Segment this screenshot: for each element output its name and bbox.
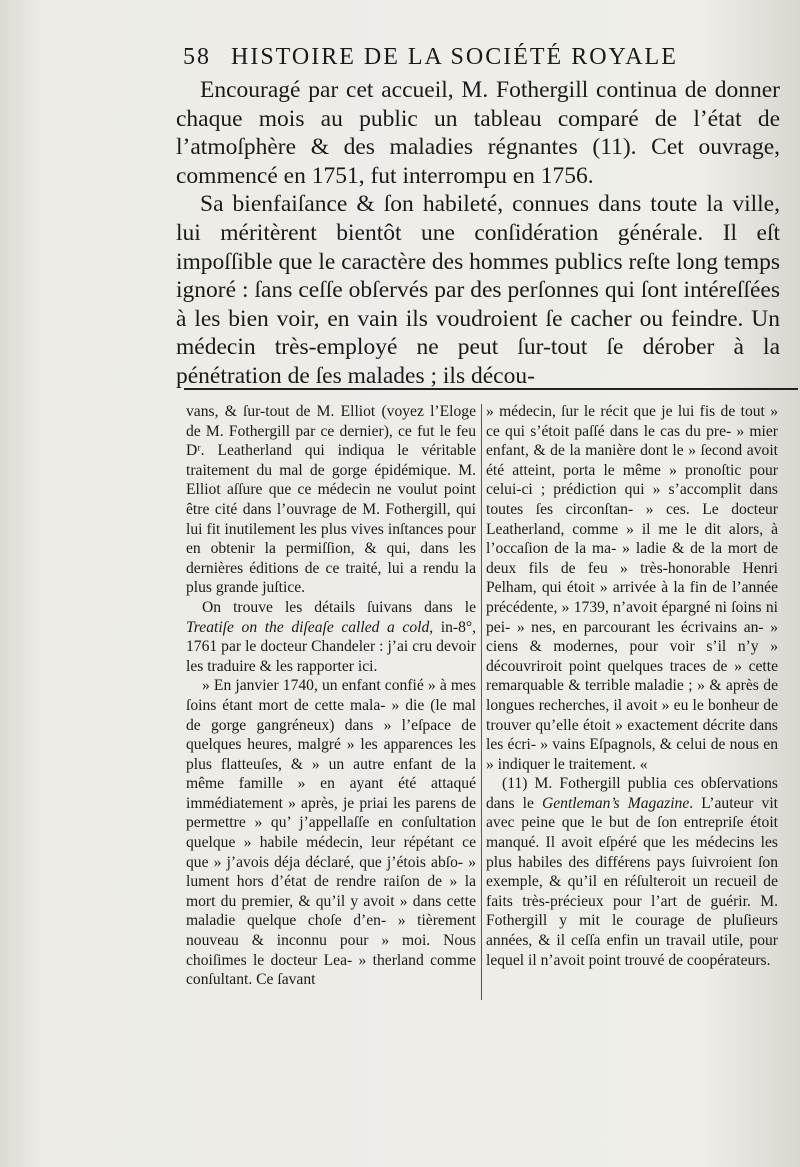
main-text xyxy=(176,76,780,391)
footnote-column-right xyxy=(486,402,778,970)
running-header xyxy=(183,44,783,71)
treatise-title: Treatiſe on the diſeaſe called a cold xyxy=(186,618,430,636)
page-number: 58 xyxy=(183,44,211,70)
footnote-rule xyxy=(184,388,798,390)
footnote-left-quotation: » En janvier 1740, un enfant confié » à mes ſoins étant mort de cette mala- » die (le mal de gorge gangréneux) dans » l’eſpace de quelques heures, malgré » les apparences les plus flatteuſes, & » un autre enfant de la même famille » en ayant été attaqué immédiatement » après, je priai les parens de permettre » qu’ j’appellaſſe en conſultation quelque » habile médecin, leur répétant ce que » j’avois déja déclaré, que j’étois abſo- » lument hors d’état de rendre raiſon de » la mort du premier, & qu’il y avoit » dans cette maladie quelque choſe d’en- » tièrement nouveau & inconnu pour » moi. Nous choiſimes le docteur Lea- » therland comme conſultant. Ce ſavant xyxy=(186,677,476,989)
footnote-left-paragraph-2: On trouve les détails ſuivans dans le Treatiſe on the diſeaſe called a cold, in-8°, 1761 par le docteur Chandeler : j’ai cru devoir les traduire & les rapporter ici. xyxy=(186,598,476,675)
column-divider xyxy=(481,404,482,1000)
footnote-11: (11) M. Fothergill publia ces obſervations dans le Gentleman’s Magazine. L’auteur vit avec peine que le but de ſon entrepriſe étoit manqué. Il avoit eſpéré que les médecins les plus habiles des différens pays ſuivroient ſon exemple, & qu’il en réſulteroit un recueil de faits très-précieux pour l’art de guérir. M. Fothergill y mit le courage de pluſieurs années, & il ceſſa enfin un travail utile, pour lequel il n’avoit point trouvé de coopérateurs. xyxy=(486,775,778,969)
main-paragraph-1: Encouragé par cet accueil, M. Fothergill continua de donner chaque mois au public un tableau comparé de l’état de l’atmoſphère & des maladies régnantes (11). Cet ouvrage, commencé en 1751, fut interrompu en 1756. xyxy=(176,77,780,189)
magazine-title: Gentleman’s Magazine xyxy=(542,794,690,812)
running-title: HISTOIRE DE LA SOCIÉTÉ ROYALE xyxy=(231,44,678,70)
main-paragraph-2: Sa bienfaiſance & ſon habileté, connues dans toute la ville, lui méritèrent bientôt une conſidération générale. Il eſt impoſſible que le caractère des hommes publics reſte long temps ignoré : ſans ceſſe obſervés par des perſonnes qui ſont intéreſſées à les bien voir, en vain ils voudroient ſe cacher ou feindre. Un médecin très-employé ne peut ſur-tout ſe dérober à la pénétration de ſes malades ; ils décou- xyxy=(176,191,780,389)
footnote-column-left xyxy=(186,402,476,990)
footnote-right-quotation: » médecin, ſur le récit que je lui fis de tout » ce qui s’étoit paſſé dans le cas du pre- » mier enfant, & de la manière dont le » ſecond avoit été atteint, porta le même » pronoſtic pour celui-ci ; prédiction qui » s’accomplit dans toutes ſes circonſtan- » ces. Le docteur Leatherland, comme » il me le dit alors, à l’occaſion de la ma- » ladie & de la mort de deux fils de feu » très-honorable Henri Pelham, qui étoit » arrivée à la fin de l’année précédente, » 1739, n’avoit épargné ni ſoins ni pei- » nes, en parcourant les écrivains an- » ciens & modernes, pour voir s’il n’y » découvriroit point quelques traces de » cette remarquable & terrible maladie ; » & après de longues recherches, il avoit » eu le bonheur de trouver qu’elle étoit » exactement décrite dans les écri- » vains Eſpagnols, & celui de nous en » indiquer le traitement. « xyxy=(486,403,778,773)
footnote-left-paragraph-1: vans, & ſur-tout de M. Elliot (voyez l’Eloge de M. Fothergill par ce dernier), ce fut le feu Dʳ. Leatherland qui indiqua le véritable traitement du mal de gorge épidémique. M. Elliot aſſure que ce médecin ne voulut point être cité dans l’ouvrage de M. Fothergill, qui lui fit inutilement les plus vives inſtances pour en obtenir la permiſſion, & qui, dans les dernières éditions de ce traité, lui a rendu la plus grande juſtice. xyxy=(186,403,476,597)
